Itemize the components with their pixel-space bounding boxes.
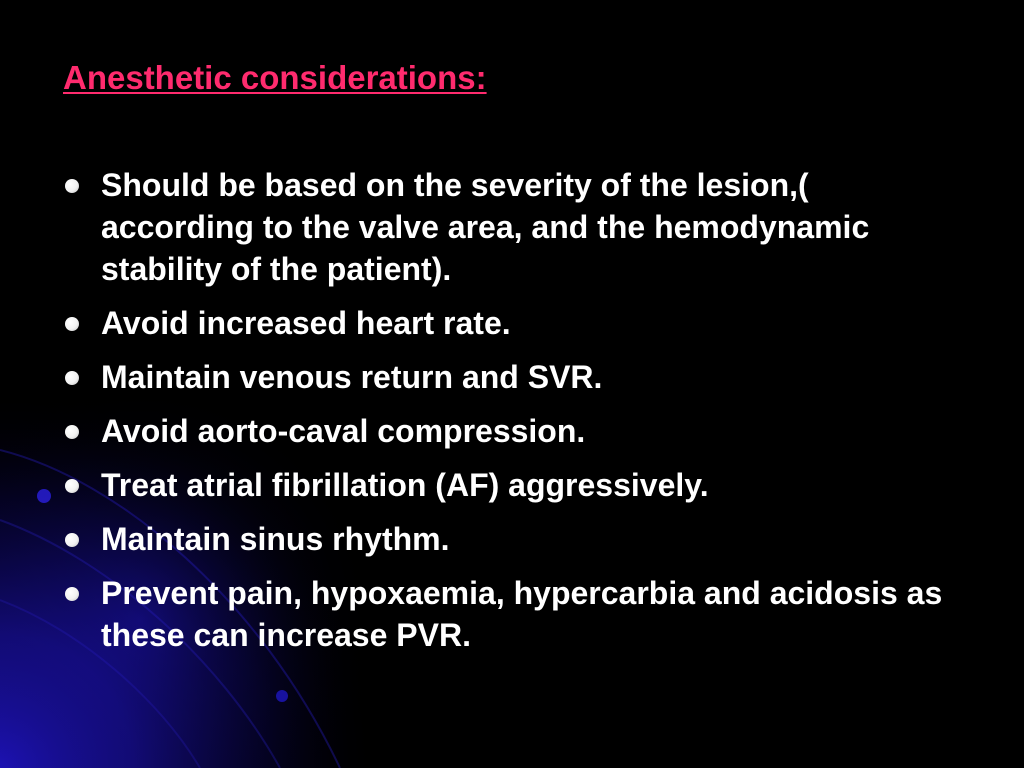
bullet-text: Maintain sinus rhythm. [101, 521, 450, 557]
bullet-item [62, 164, 962, 290]
bullet-text: Avoid aorto-caval compression. [101, 413, 586, 449]
bullet-text: Maintain venous return and SVR. [101, 359, 603, 395]
bullet-item [62, 518, 962, 560]
bullet-dot-icon [65, 479, 79, 493]
bullet-dot-icon [65, 317, 79, 331]
bullet-text: Treat atrial fibrillation (AF) aggressively. [101, 467, 709, 503]
bullet-list [62, 164, 962, 668]
bullet-text: Should be based on the severity of the lesion,( according to the valve area, and the hemodynamic stability of the patient). [101, 167, 870, 287]
bullet-text: Avoid increased heart rate. [101, 305, 511, 341]
bullet-item [62, 356, 962, 398]
bullet-dot-icon [65, 533, 79, 547]
bullet-item [62, 302, 962, 344]
bullet-dot-icon [65, 371, 79, 385]
bullet-item [62, 572, 962, 656]
bullet-item [62, 464, 962, 506]
bullet-item [62, 410, 962, 452]
bullet-dot-icon [65, 425, 79, 439]
bullet-dot-icon [65, 587, 79, 601]
bullet-dot-icon [65, 179, 79, 193]
bullet-text: Prevent pain, hypoxaemia, hypercarbia and acidosis as these can increase PVR. [101, 575, 943, 653]
slide-title: Anesthetic considerations: [63, 59, 487, 96]
